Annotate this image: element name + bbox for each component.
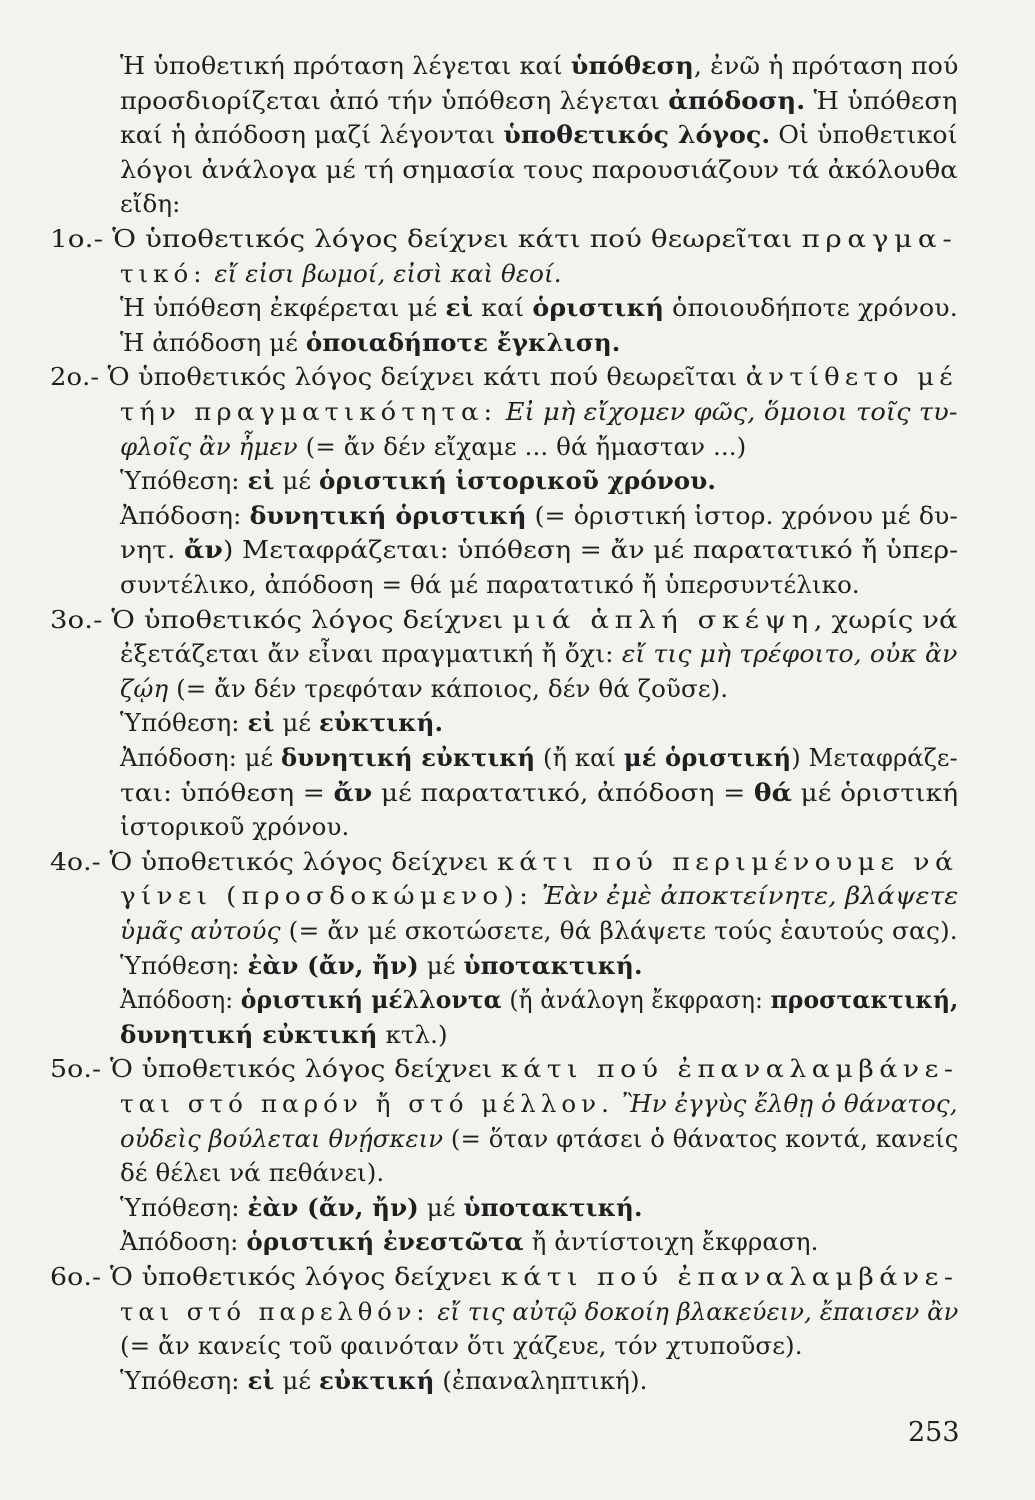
greek-example: φλοῖς ἂν ἦμεν (120, 432, 298, 461)
text-run: Ὑπόθεση: (120, 1193, 248, 1222)
text-line (120, 433, 746, 461)
bold-term: ὁριστική ἱστορικοῦ χρόνου. (319, 466, 716, 495)
text-line (120, 882, 958, 910)
text-run: Ἀπόδοση: μέ (120, 743, 281, 772)
text-line (50, 1263, 958, 1291)
text-run: (ἤ ἀνάλογη ἔκφραση: (501, 985, 771, 1014)
spaced-emphasis: ται στό παρελθόν: (120, 1297, 430, 1326)
bold-term: δυνητική εὐκτική (280, 743, 536, 772)
text-line (120, 1367, 648, 1395)
text-run: 4ο.- Ὁ ὑποθετικός λόγος δείχνει (50, 847, 498, 876)
text-run: (= ἄν κανείς τοῦ φαινόταν ὅτι χάζευε, τόν χτυποῦσε). (120, 1331, 803, 1360)
text-line (50, 1055, 958, 1083)
text-run: μέ ὁριστική (792, 778, 959, 807)
text-run: (ἐπαναληπτική). (434, 1366, 648, 1395)
text-run (430, 1297, 438, 1326)
text-run: καί ἡ ἀπόδοση μαζί λέγονται (120, 120, 504, 149)
spaced-emphasis: τικό: (120, 259, 207, 288)
bold-term: εἰ (247, 466, 275, 495)
text-line (120, 1021, 448, 1049)
text-run: συντέλικο, ἀπόδοση = θά μέ παρατατικό ἤ ὑπερσυντέλικο. (120, 570, 860, 599)
bold-term: ἐὰν (ἄν, ἤν) (247, 951, 419, 980)
text-line (120, 190, 180, 218)
text-line (120, 1125, 958, 1153)
text-run (497, 397, 505, 426)
text-run: Ἡ ὑπόθεση ἐκφέρεται μέ (120, 293, 446, 322)
text-line (120, 1298, 958, 1326)
text-run: κτλ.) (377, 1020, 448, 1049)
text-line (120, 329, 620, 357)
text-run: 6ο.- Ὁ ὑποθετικός λόγος δείχνει (50, 1262, 501, 1291)
bold-term: δυνητική ὁριστική (249, 501, 527, 530)
text-line (120, 640, 957, 668)
spaced-emphasis: γίνει (προσδοκώμενο): (120, 881, 534, 910)
bold-term: ἀπόδοση. (668, 86, 806, 115)
bold-term: προστακτική, (770, 985, 959, 1014)
text-run: Ἀπόδοση: (120, 1227, 247, 1256)
text-line (120, 986, 958, 1014)
text-run: μέ (274, 466, 320, 495)
text-line (120, 917, 958, 945)
text-line (120, 1332, 803, 1360)
text-run (533, 881, 541, 910)
text-run: μέ (418, 951, 464, 980)
text-line (120, 1159, 384, 1187)
text-run: (= ὁριστική ἱστορ. χρόνου μέ δυ- (526, 501, 959, 530)
bold-term: εἰ (247, 1366, 275, 1395)
text-run: ἱστορικοῦ χρόνου. (120, 812, 350, 841)
text-line (120, 813, 349, 841)
bold-term: ὑποτακτική. (463, 951, 643, 980)
spaced-emphasis: κάτι πού περιμένουμε νά (497, 847, 959, 876)
text-line (120, 467, 716, 495)
text-run: εἴδη: (120, 189, 181, 218)
spaced-emphasis: μιά ἁπλή σκέψη (512, 605, 814, 634)
bold-term: ὑποτακτική. (463, 1193, 643, 1222)
page-number: 253 (908, 1417, 960, 1448)
text-run: Ὑπόθεση: (120, 466, 248, 495)
greek-example: εἴ εἰσι βωμοί, εἰσὶ καὶ θεοί. (214, 259, 562, 288)
bold-term: εὐκτική. (319, 708, 444, 737)
bold-term: ὁποιαδήποτε ἔγκλιση. (305, 328, 621, 357)
bold-term: δυνητική εὐκτική (120, 1020, 378, 1049)
text-run: ) Μεταφράζε- (791, 743, 958, 772)
text-run: ὁποιουδήποτε χρόνου. (664, 293, 958, 322)
greek-example: ὑμᾶς αὐτούς (120, 916, 281, 945)
text-run: (= ἄν μέ σκοτώσετε, θά βλάψετε τούς ἑαυτούς σας). (280, 916, 958, 945)
text-run: λόγοι ἀνάλογα μέ τή σημασία τους παρουσιάζουν τά ἀκόλουθα (120, 155, 958, 184)
text-line (120, 744, 958, 772)
text-run: μέ (274, 708, 320, 737)
text-run: μέ παρατατικό, ἀπόδοση = (372, 778, 754, 807)
greek-example: Ἐὰν ἐμὲ ἀποκτείνητε, βλάψετε (541, 881, 959, 910)
text-run (614, 1089, 622, 1118)
text-run: Ἀπόδοση: (120, 501, 250, 530)
text-line (50, 225, 957, 253)
text-run: (ἤ καί (535, 743, 624, 772)
text-run: δέ θέλει νά πεθάνει). (120, 1158, 385, 1187)
text-line (120, 260, 562, 288)
greek-example: ζῴη (120, 674, 169, 703)
text-line (50, 363, 958, 391)
text-run: Ἡ ὑποθετική πρόταση λέγεται καί (120, 51, 571, 80)
bold-term: ὁριστική (532, 293, 665, 322)
bold-term: ἄν (184, 535, 224, 564)
text-line (120, 675, 728, 703)
text-line (50, 606, 958, 634)
bold-term: εἰ (247, 708, 275, 737)
greek-example: Εἰ μὴ εἴχομεν φῶς, ὅμοιοι τοῖς τυ- (505, 397, 958, 426)
text-run: Ἡ ὑπόθεση (805, 86, 958, 115)
text-run: Οἱ ὑποθετικοί (770, 120, 958, 149)
bold-term: ὁριστική μέλλοντα (240, 985, 502, 1014)
greek-example: Ἢν ἐγγὺς ἔλθῃ ὁ θάνατος, (621, 1089, 958, 1118)
text-line (120, 709, 443, 737)
text-run: (= ἄν δέν εἴχαμε ... θά ἤμασταν ...) (297, 432, 747, 461)
text-line (120, 1194, 643, 1222)
text-run: ἤ ἀντίστοιχη ἔκφραση. (523, 1227, 819, 1256)
bold-term: εἰ (445, 293, 474, 322)
bold-term: μέ ὁριστική (623, 743, 792, 772)
greek-example: εἴ τις μὴ τρέφοιτο, οὐκ ἂν (621, 639, 958, 668)
text-run: προσδιορίζεται ἀπό τήν ὑπόθεση λέγεται (120, 86, 669, 115)
text-run: μέ (418, 1193, 464, 1222)
text-run: ἐξετάζεται ἄν εἶναι πραγματική ἤ ὄχι: (120, 639, 622, 668)
spaced-emphasis: τήν πραγματικότητα: (120, 397, 498, 426)
text-line (50, 848, 958, 876)
text-run: Ἡ ἀπόδοση μέ (120, 328, 306, 357)
text-line (120, 156, 958, 184)
text-line (120, 1228, 818, 1256)
greek-example: εἴ τις αὐτῷ δοκοίη βλακεύειν, ἔπαισεν ἂν (437, 1297, 959, 1326)
text-line (120, 52, 958, 80)
spaced-emphasis: πραγμα- (801, 224, 958, 253)
text-run: Ἀπόδοση: (120, 985, 241, 1014)
text-line (120, 87, 957, 115)
bold-term: ὑποθετικός λόγος. (503, 120, 771, 149)
bold-term: ἐὰν (ἄν, ἤν) (247, 1193, 419, 1222)
bold-term: ἄν (333, 778, 373, 807)
text-run: 2ο.- Ὁ ὑποθετικός λόγος δείχνει κάτι πού θεωρεῖται (50, 362, 746, 391)
text-run: Ὑπόθεση: (120, 951, 248, 980)
spaced-emphasis: ἀντίθετο μέ (745, 362, 958, 391)
text-line (120, 294, 958, 322)
text-line (120, 121, 958, 149)
text-line (120, 502, 958, 530)
spaced-emphasis: κάτι πού ἐπαναλαμβάνε- (500, 1054, 959, 1083)
text-line (120, 779, 958, 807)
text-run: Ὑπόθεση: (120, 708, 248, 737)
bold-term: ὑπόθεση (570, 51, 694, 80)
text-run: , χωρίς νά (813, 605, 958, 634)
text-line (120, 1090, 958, 1118)
text-run: νητ. (120, 535, 185, 564)
text-run: Ὑπόθεση: (120, 1366, 248, 1395)
text-run: ) Μεταφράζεται: ὑπόθεση = ἄν μέ παρατατικό ἤ ὑπερ- (223, 535, 959, 564)
text-run: (= ὅταν φτάσει ὁ θάνατος κοντά, κανείς (443, 1124, 959, 1153)
text-run: 3ο.- Ὁ ὑποθετικός λόγος δείχνει (50, 605, 513, 634)
bold-term: ὁριστική ἐνεστῶτα (246, 1227, 524, 1256)
bold-term: θά (753, 778, 793, 807)
greek-example: οὐδεὶς βούλεται θνῄσκειν (120, 1124, 444, 1153)
spaced-emphasis: ται στό παρόν ἤ στό μέλλον. (120, 1089, 614, 1118)
spaced-emphasis: κάτι πού ἐπαναλαμβάνε- (500, 1262, 959, 1291)
text-run: 5ο.- Ὁ ὑποθετικός λόγος δείχνει (50, 1054, 501, 1083)
text-run: 1ο.- Ὁ ὑποθετικός λόγος δείχνει κάτι πού θεωρεῖται (50, 224, 802, 253)
text-run: (= ἄν δέν τρεφόταν κάποιος, δέν θά ζοῦσε). (168, 674, 729, 703)
text-run: καί (473, 293, 533, 322)
text-run: , ἐνῶ ἡ πρόταση πού (693, 51, 959, 80)
text-line (120, 571, 860, 599)
bold-term: εὐκτική (319, 1366, 435, 1395)
text-line (120, 952, 643, 980)
text-line (120, 536, 958, 564)
text-run: ται: ὑπόθεση = (120, 778, 334, 807)
text-line (120, 398, 958, 426)
text-run: μέ (274, 1366, 320, 1395)
